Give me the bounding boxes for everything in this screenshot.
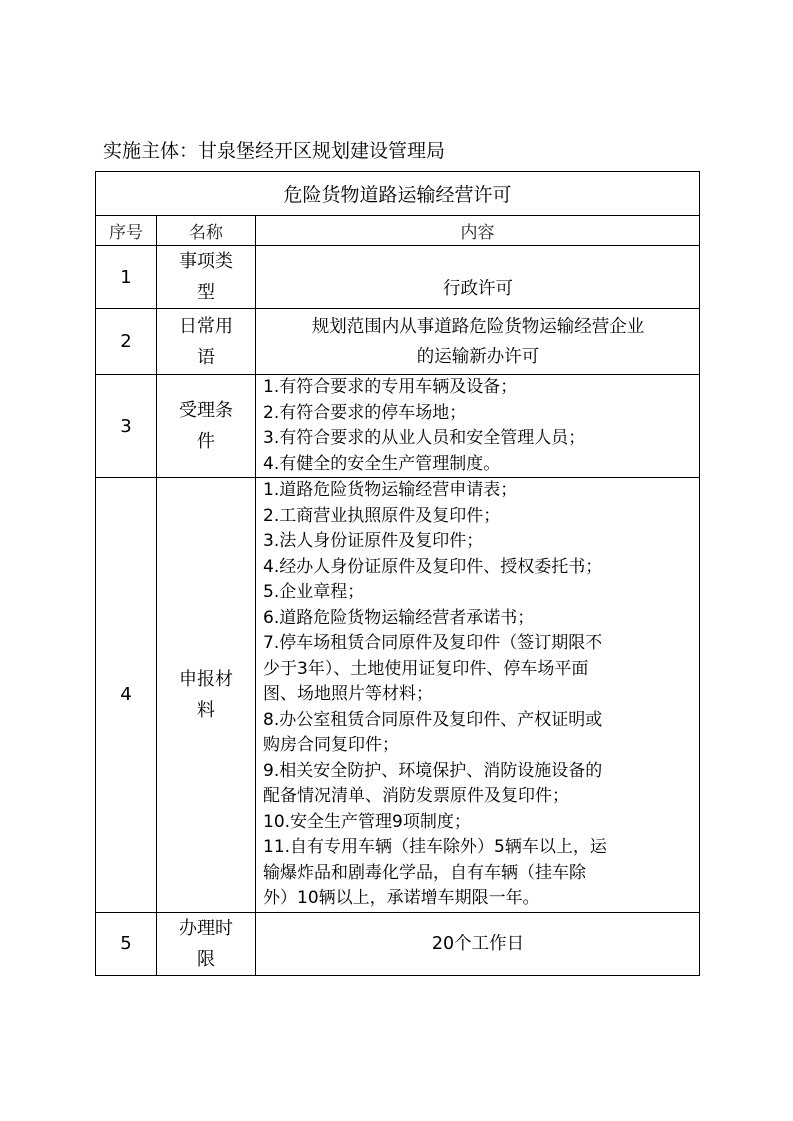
row-name-line: 料 bbox=[197, 699, 215, 721]
content-line: 6.道路危险货物运输经营者承诺书； bbox=[263, 607, 535, 628]
row-name bbox=[157, 246, 256, 309]
content-line: 7.停车场租赁合同原件及复印件（签订期限不 bbox=[263, 633, 603, 653]
row-name-line: 办理时 bbox=[179, 917, 233, 939]
content-line: 11.自有专用车辆（挂车除外）5辆车以上，运 bbox=[263, 837, 607, 857]
row-no: 2 bbox=[96, 309, 157, 375]
row-content bbox=[256, 246, 700, 309]
content-line: 2.有符合要求的停车场地； bbox=[263, 402, 467, 423]
content-line: 8.办公室租赁合同原件及复印件、产权证明或 bbox=[263, 709, 603, 730]
row-content bbox=[256, 375, 700, 478]
header-name: 名称 bbox=[157, 216, 256, 246]
row-name bbox=[157, 912, 256, 975]
table-row bbox=[96, 375, 700, 478]
content-line: 2.工商营业执照原件及复印件； bbox=[263, 505, 501, 526]
content-line: 10.安全生产管理9项制度； bbox=[263, 811, 471, 832]
content-line: 图、场地照片等材料； bbox=[263, 684, 433, 704]
table-row bbox=[96, 478, 700, 913]
permit-table bbox=[95, 171, 700, 976]
row-name bbox=[157, 478, 256, 913]
row-no: 4 bbox=[96, 478, 157, 913]
row-name-line: 事项类 bbox=[179, 251, 233, 272]
header-content: 内容 bbox=[256, 216, 700, 246]
table-title: 危险货物道路运输经营许可 bbox=[96, 172, 700, 216]
content-line: 9.相关安全防护、环境保护、消防设施设备的 bbox=[263, 760, 603, 781]
row-content bbox=[256, 309, 700, 375]
content-line: 1.道路危险货物运输经营申请表； bbox=[263, 480, 518, 500]
row-name-line: 型 bbox=[197, 282, 215, 303]
row-content bbox=[256, 478, 700, 913]
row-no: 3 bbox=[96, 375, 157, 478]
row-name-line: 限 bbox=[197, 948, 215, 970]
content-line: 规划范围内从事道路危险货物运输经营企业 bbox=[311, 316, 645, 337]
table-row bbox=[96, 246, 700, 309]
content-line: 4.经办人身份证原件及复印件、授权委托书； bbox=[263, 556, 603, 577]
content-line: 1.有符合要求的专用车辆及设备； bbox=[263, 377, 518, 397]
content-line: 配备情况清单、消防发票原件及复印件； bbox=[263, 786, 569, 806]
table-header-row bbox=[96, 216, 700, 246]
row-name-line: 受理条 bbox=[179, 400, 233, 421]
row-content bbox=[256, 912, 700, 975]
row-no: 5 bbox=[96, 912, 157, 975]
content-line: 外）10辆以上，承诺增车期限一年。 bbox=[263, 888, 540, 908]
content-line: 3.法人身份证原件及复印件； bbox=[263, 531, 484, 551]
row-name-line: 日常用 bbox=[179, 315, 233, 337]
row-name bbox=[157, 309, 256, 375]
content-line: 20个工作日 bbox=[431, 933, 525, 954]
row-name bbox=[157, 375, 256, 478]
content-line: 3.有符合要求的从业人员和安全管理人员； bbox=[263, 428, 586, 448]
content-line: 少于3年）、土地使用证复印件、停车场平面 bbox=[263, 658, 589, 679]
content-line: 4.有健全的安全生产管理制度。 bbox=[263, 453, 501, 474]
content-line: 行政许可 bbox=[443, 279, 514, 299]
table-title-row bbox=[96, 172, 700, 216]
row-name-line: 件 bbox=[197, 431, 215, 452]
content-line: 输爆炸品和剧毒化学品，自有车辆（挂车除 bbox=[263, 862, 586, 883]
content-line: 购房合同复印件； bbox=[263, 735, 399, 755]
row-no: 1 bbox=[96, 246, 157, 309]
row-name-line: 申报材 bbox=[179, 668, 233, 690]
table-row bbox=[96, 309, 700, 375]
content-line: 5.企业章程； bbox=[263, 582, 365, 602]
header-no: 序号 bbox=[96, 216, 157, 246]
implementing-subject: 实施主体：甘泉堡经开区规划建设管理局 bbox=[103, 140, 446, 162]
row-name-line: 语 bbox=[197, 346, 215, 368]
table-row bbox=[96, 912, 700, 975]
content-line: 的运输新办许可 bbox=[416, 346, 540, 367]
